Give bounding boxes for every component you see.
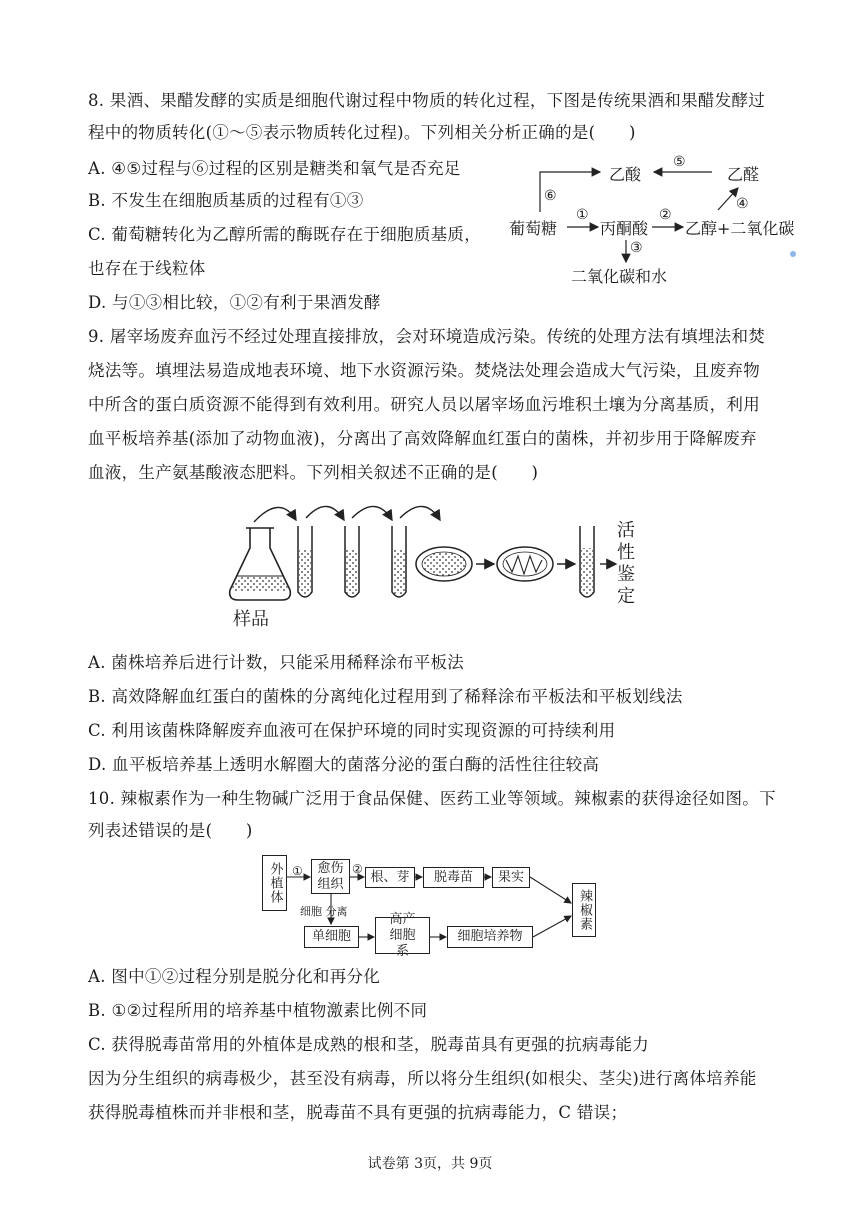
sample-label: 样品 — [233, 609, 269, 630]
callus-box: 愈伤组织 — [311, 859, 350, 894]
process-5-label: ⑤ — [673, 154, 686, 170]
q9-option-d: D. 血平板培养基上透明水解圈大的菌落分泌的蛋白酶的活性往往较高 — [88, 755, 600, 774]
acetic-acid-label: 乙酸 — [609, 165, 642, 184]
co2-water-label: 二氧化碳和水 — [571, 267, 668, 286]
cell-culture-box: 细胞培养物 — [447, 926, 533, 948]
step-1-label: ① — [292, 864, 303, 878]
activity-char-3: 鉴 — [617, 564, 635, 585]
capsaicin-text: 辣椒素 — [577, 889, 592, 931]
q10-explanation-line1: 因为分生组织的病毒极少，甚至没有病毒，所以将分生组织(如根尖、茎尖)进行离体培养能 — [88, 1069, 757, 1088]
cell-separation-label: 细胞 分离 — [300, 905, 348, 918]
q9-stem-line5: 血液，生产氨基酸液态肥料。下列相关叙述不正确的是( ) — [88, 463, 539, 482]
process-1-label: ① — [576, 207, 589, 223]
process-3-label: ③ — [630, 240, 643, 256]
q8-stem-line2: 程中的物质转化(①～⑤表示物质转化过程)。下列相关分析正确的是( ) — [88, 123, 636, 142]
q8-option-c-line2: 也存在于线粒体 — [88, 259, 206, 278]
q10-stem-line2: 列表述错误的是( ) — [88, 821, 253, 840]
q9-stem-line1: 9. 屠宰场废弃血污不经过处理直接排放，会对环境造成污染。传统的处理方法有填埋法和焚 — [88, 327, 766, 346]
process-2-label: ② — [659, 207, 672, 223]
q10-option-b: B. ①②过程所用的培养基中植物激素比例不同 — [88, 1001, 428, 1020]
process-4-label: ④ — [736, 196, 749, 212]
explant-box — [262, 855, 287, 911]
q10-option-c: C. 获得脱毒苗常用的外植体是成熟的根和茎，脱毒苗具有更强的抗病毒能力 — [88, 1035, 650, 1054]
q9-option-b: B. 高效降解血红蛋白的菌株的分离纯化过程用到了稀释涂布平板法和平板划线法 — [88, 687, 683, 706]
aldehyde-label: 乙醛 — [727, 165, 760, 184]
virus-free-seedling-box: 脱毒苗 — [423, 867, 484, 888]
q10-option-a: A. 图中①②过程分别是脱分化和再分化 — [88, 967, 381, 986]
activity-char-4: 定 — [617, 586, 635, 607]
single-cell-box: 单细胞 — [304, 926, 359, 948]
activity-char-1: 活 — [617, 520, 635, 541]
pyruvate-label: 丙酮酸 — [600, 219, 649, 238]
process-6-label: ⑥ — [544, 188, 557, 204]
root-bud-box: 根、芽 — [365, 867, 415, 888]
q8-option-d: D. 与①③相比较，①②有利于果酒发酵 — [88, 293, 381, 312]
glucose-label: 葡萄糖 — [509, 219, 558, 238]
q8-option-a: A. ④⑤过程与⑥过程的区别是糖类和氧气是否充足 — [88, 159, 461, 178]
ethanol-co2-label: 乙醇+二氧化碳 — [685, 219, 795, 238]
high-yield-cell-line-box: 高产细胞系 — [375, 917, 430, 954]
q8-option-b: B. 不发生在细胞质基质的过程有①③ — [88, 191, 364, 210]
q9-option-a: A. 菌株培养后进行计数，只能采用稀释涂布平板法 — [88, 653, 465, 672]
q9-stem-line3: 中所含的蛋白质资源不能得到有效利用。研究人员以屠宰场血污堆积土壤为分离基质，利用 — [88, 395, 760, 414]
page-footer: 试卷第 3页，共 9页 — [367, 1156, 493, 1172]
q10-stem-line1: 10. 辣椒素作为一种生物碱广泛用于食品保健、医药工业等领域。辣椒素的获得途径如图。下 — [88, 789, 776, 808]
explant-text: 外植体 — [267, 862, 283, 904]
fruit-box: 果实 — [492, 867, 530, 888]
capsaicin-box — [572, 883, 596, 937]
q8-option-c-line1: C. 葡萄糖转化为乙醇所需的酶既存在于细胞质基质， — [88, 225, 482, 244]
step-2-label: ② — [352, 862, 363, 876]
q9-stem-line4: 血平板培养基(添加了动物血液)，分离出了高效降解血红蛋白的菌株，并初步用于降解废弃 — [88, 429, 757, 448]
q10-explanation-line2: 获得脱毒植株而并非根和茎，脱毒苗不具有更强的抗病毒能力，C 错误； — [88, 1103, 628, 1122]
q9-option-c: C. 利用该菌株降解废弃血液可在保护环境的同时实现资源的可持续利用 — [88, 721, 616, 740]
q8-stem-line1: 8. 果酒、果醋发酵的实质是细胞代谢过程中物质的转化过程，下图是传统果酒和果醋发酵过 — [88, 91, 766, 110]
q9-stem-line2: 烧法等。填埋法易造成地表环境、地下水资源污染。焚烧法处理会造成大气污染，且废弃物 — [88, 361, 760, 380]
activity-char-2: 性 — [617, 542, 635, 563]
